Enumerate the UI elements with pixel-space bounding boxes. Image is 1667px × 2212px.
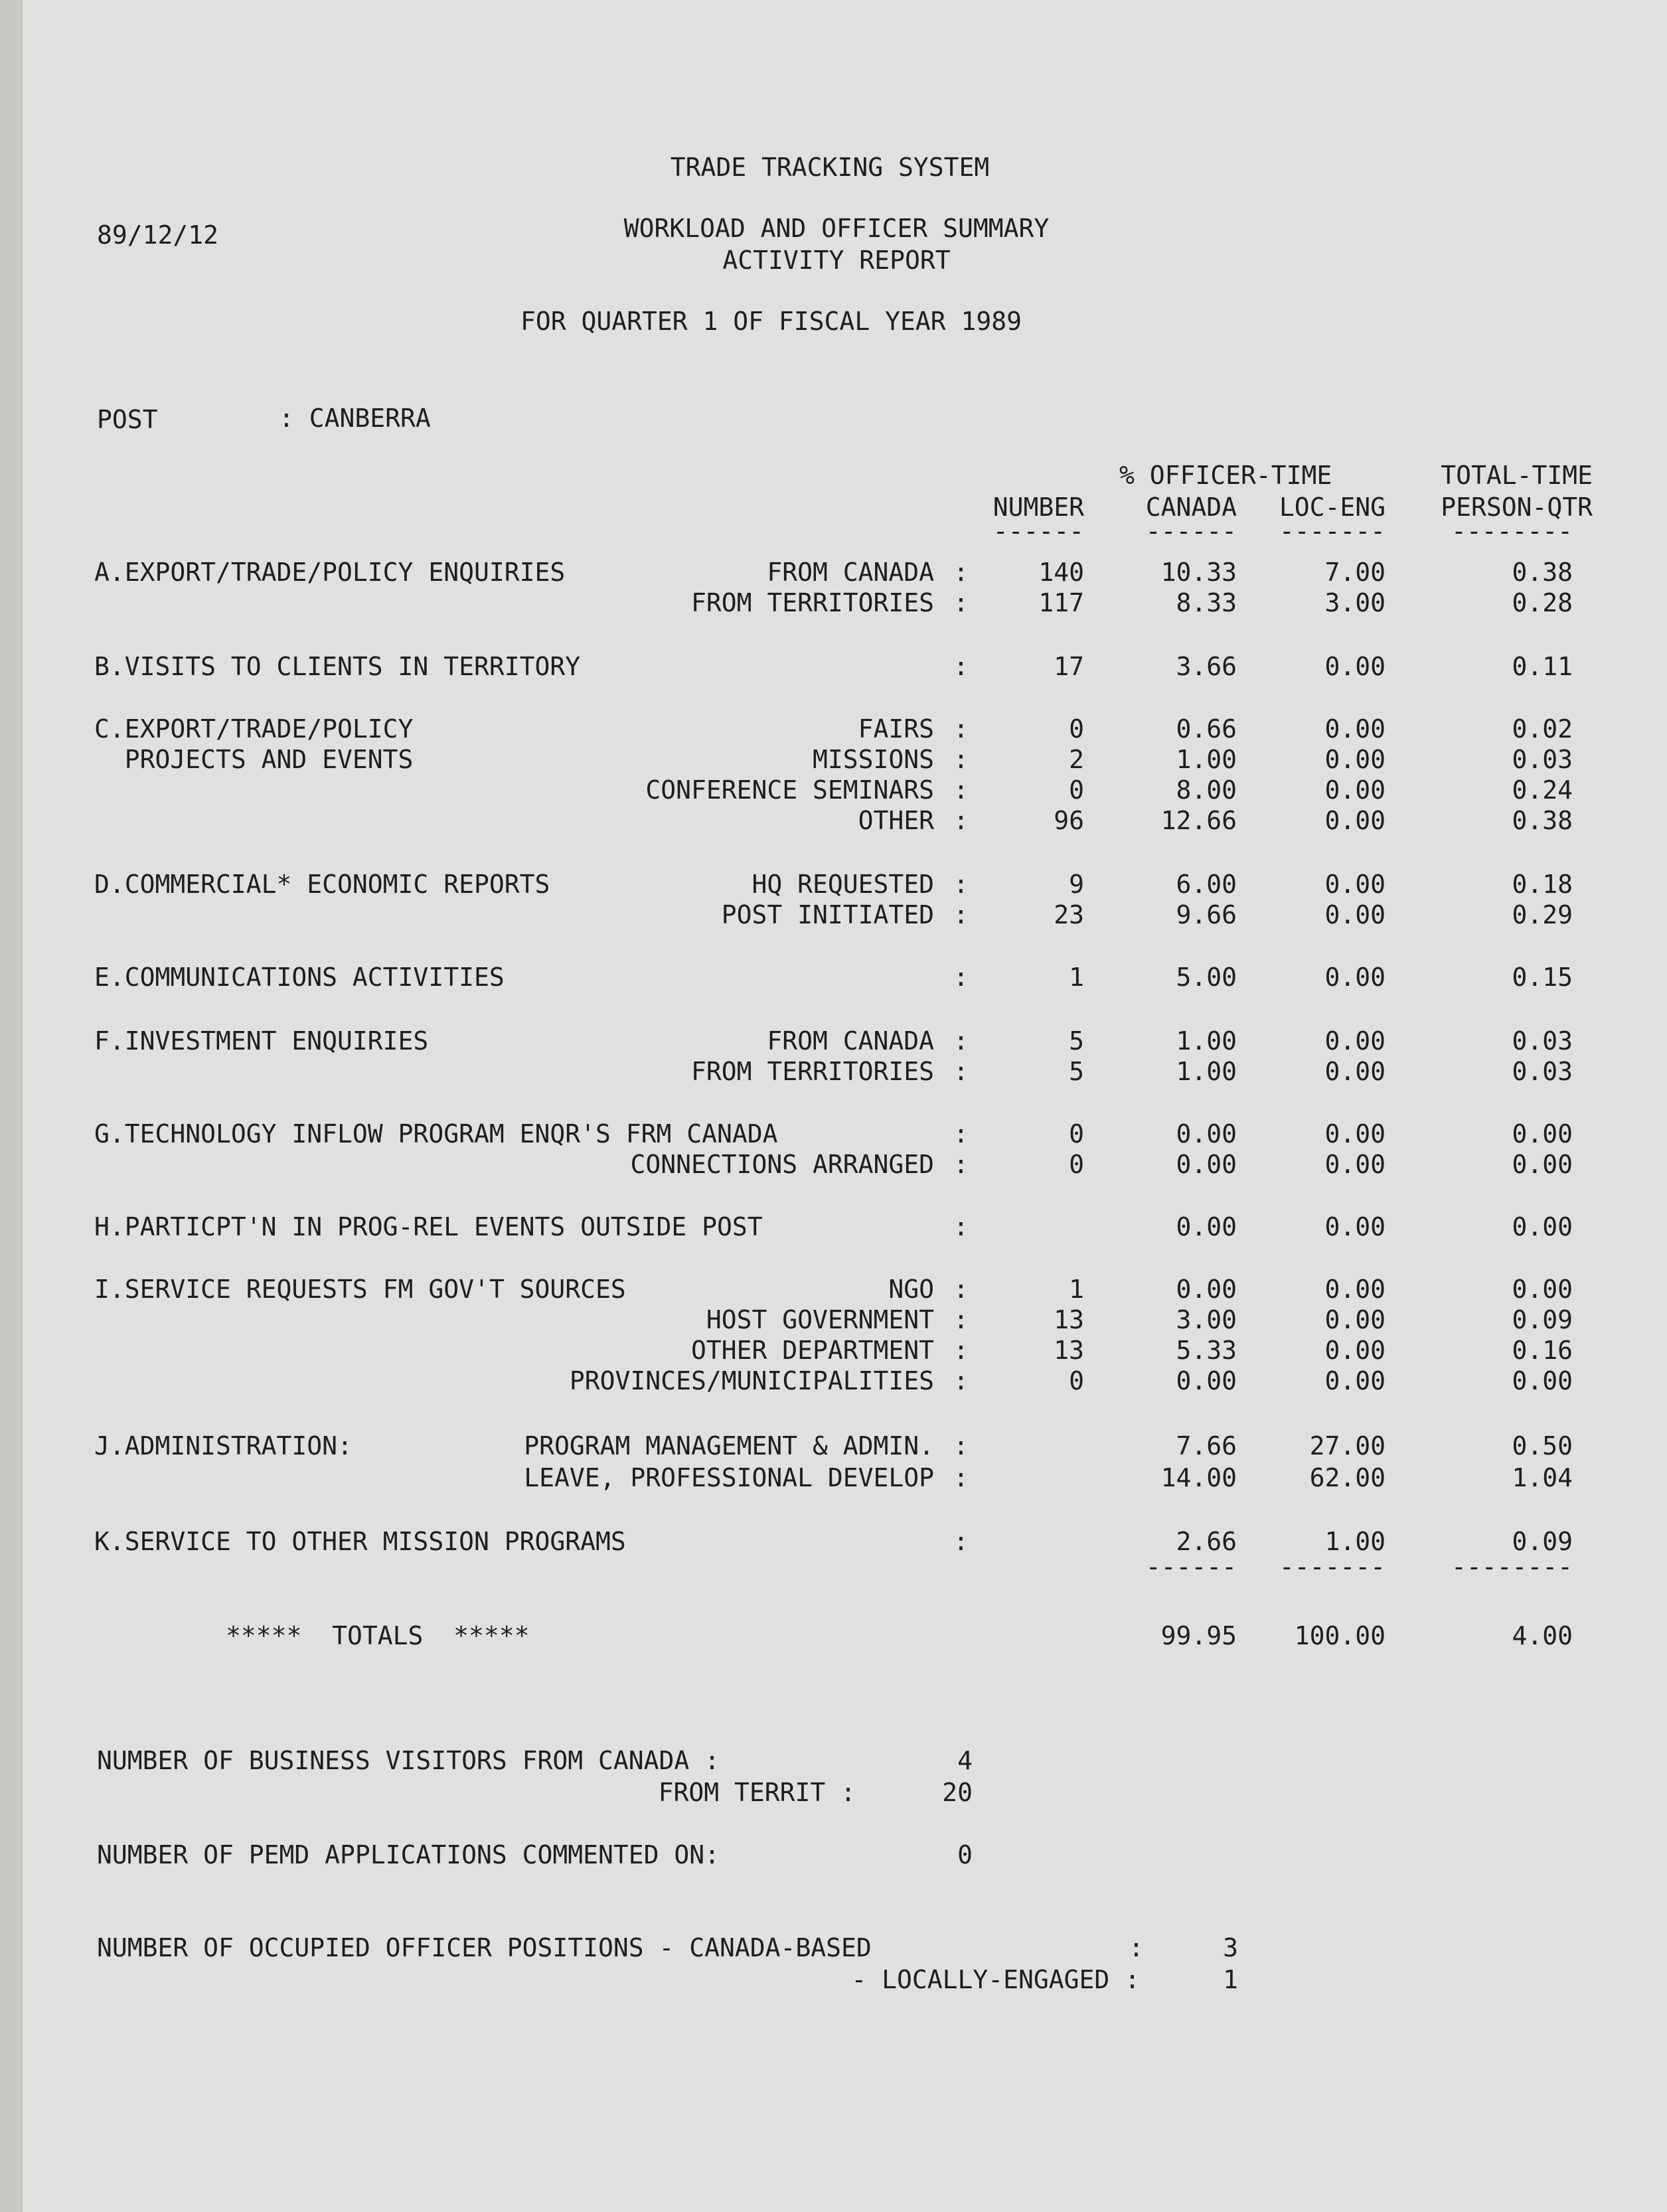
totals-canada-underline: ------ <box>1145 1552 1237 1581</box>
row-colon: : <box>953 1212 969 1241</box>
loc-eng-column-header: LOC-ENG <box>1279 493 1386 522</box>
business-visitors-territ: 20 <box>942 1778 973 1807</box>
post-label: POST <box>97 405 158 434</box>
row-colon: : <box>953 806 969 835</box>
row-loc-eng-pct: 0.00 <box>1324 1119 1386 1148</box>
row-loc-eng-pct: 62.00 <box>1309 1463 1386 1492</box>
row-loc-eng-pct: 0.00 <box>1324 1275 1386 1304</box>
row-person-qtr: 0.50 <box>1512 1431 1573 1461</box>
row-sublabel: HQ REQUESTED <box>752 870 934 899</box>
pemd-applications-value: 0 <box>957 1840 973 1869</box>
row-sublabel: MISSIONS <box>812 745 934 774</box>
row-loc-eng-pct: 0.00 <box>1324 1026 1386 1056</box>
row-person-qtr: 0.00 <box>1512 1275 1573 1304</box>
totals-person-qtr: 4.00 <box>1512 1621 1573 1650</box>
row-loc-eng-pct: 1.00 <box>1324 1527 1386 1556</box>
row-sublabel: FAIRS <box>858 714 934 744</box>
row-colon: : <box>953 745 969 774</box>
row-loc-eng-pct: 3.00 <box>1324 588 1386 617</box>
row-person-qtr: 0.24 <box>1512 775 1573 805</box>
row-person-qtr: 0.15 <box>1512 963 1573 992</box>
totals-loc-eng-underline: ------- <box>1279 1552 1386 1581</box>
row-person-qtr: 0.00 <box>1512 1119 1573 1148</box>
row-canada-pct: 2.66 <box>1176 1527 1237 1556</box>
report-date: 89/12/12 <box>97 220 219 250</box>
row-number: 0 <box>1069 775 1084 805</box>
row-canada-pct: 14.00 <box>1160 1463 1237 1492</box>
row-canada-pct: 5.33 <box>1176 1336 1237 1365</box>
row-person-qtr: 0.09 <box>1512 1305 1573 1334</box>
totals-loc-eng-pct: 100.00 <box>1294 1621 1386 1650</box>
row-canada-pct: 0.00 <box>1176 1275 1237 1304</box>
row-number: 17 <box>1054 652 1084 681</box>
officer-positions-colon: : <box>1129 1933 1144 1962</box>
row-canada-pct: 5.00 <box>1176 963 1237 992</box>
row-person-qtr: 0.02 <box>1512 714 1573 744</box>
officer-positions-local-label: - LOCALLY-ENGAGED : <box>851 1965 1140 1994</box>
row-person-qtr: 0.00 <box>1512 1150 1573 1179</box>
row-canada-pct: 0.00 <box>1176 1119 1237 1148</box>
row-loc-eng-pct: 7.00 <box>1324 558 1386 587</box>
officer-positions-canada: 3 <box>1223 1933 1238 1962</box>
row-loc-eng-pct: 0.00 <box>1324 870 1386 899</box>
row-loc-eng-pct: 0.00 <box>1324 900 1386 929</box>
row-sublabel: LEAVE, PROFESSIONAL DEVELOP <box>524 1463 934 1492</box>
row-label: A.EXPORT/TRADE/POLICY ENQUIRIES <box>94 558 566 587</box>
row-person-qtr: 0.11 <box>1512 652 1573 681</box>
row-canada-pct: 9.66 <box>1176 900 1237 929</box>
row-canada-pct: 8.00 <box>1176 775 1237 805</box>
row-person-qtr: 0.29 <box>1512 900 1573 929</box>
person-qtr-underline: -------- <box>1451 516 1573 546</box>
row-canada-pct: 0.00 <box>1176 1150 1237 1179</box>
row-colon: : <box>953 1026 969 1056</box>
row-sublabel: PROVINCES/MUNICIPALITIES <box>569 1366 934 1395</box>
report-title-line-1: WORKLOAD AND OFFICER SUMMARY <box>623 214 1050 243</box>
row-person-qtr: 0.03 <box>1512 745 1573 774</box>
row-colon: : <box>953 775 969 805</box>
row-colon: : <box>953 1119 969 1148</box>
row-number: 96 <box>1054 806 1084 835</box>
officer-positions-local: 1 <box>1223 1965 1238 1994</box>
row-canada-pct: 1.00 <box>1176 1026 1237 1056</box>
page-edge-shadow <box>0 0 23 2212</box>
row-colon: : <box>953 1336 969 1365</box>
row-loc-eng-pct: 0.00 <box>1324 775 1386 805</box>
row-colon: : <box>953 1057 969 1086</box>
row-loc-eng-pct: 0.00 <box>1324 1057 1386 1086</box>
row-sublabel: HOST GOVERNMENT <box>706 1305 934 1334</box>
row-label: H.PARTICPT'N IN PROG-REL EVENTS OUTSIDE POST <box>94 1212 763 1241</box>
row-number: 0 <box>1069 1119 1084 1148</box>
post-value: : CANBERRA <box>279 404 431 433</box>
row-number: 0 <box>1069 714 1084 744</box>
row-number: 117 <box>1038 588 1084 617</box>
business-visitors-territ-label: FROM TERRIT : <box>658 1778 856 1807</box>
row-colon: : <box>953 714 969 744</box>
row-number: 1 <box>1069 1275 1084 1304</box>
row-loc-eng-pct: 0.00 <box>1324 652 1386 681</box>
row-colon: : <box>953 1150 969 1179</box>
row-sublabel: OTHER DEPARTMENT <box>690 1336 934 1365</box>
row-number: 13 <box>1054 1336 1084 1365</box>
row-person-qtr: 0.16 <box>1512 1336 1573 1365</box>
number-column-header: NUMBER <box>992 493 1084 522</box>
pct-officer-time-header: % OFFICER-TIME <box>1119 461 1332 490</box>
row-number: 5 <box>1069 1026 1084 1056</box>
row-canada-pct: 7.66 <box>1176 1431 1237 1461</box>
row-person-qtr: 0.03 <box>1512 1026 1573 1056</box>
row-loc-eng-pct: 0.00 <box>1324 1212 1386 1241</box>
row-colon: : <box>953 652 969 681</box>
person-qtr-column-header: PERSON-QTR <box>1441 493 1593 522</box>
row-colon: : <box>953 900 969 929</box>
row-number: 9 <box>1069 870 1084 899</box>
report-title-line-2: ACTIVITY REPORT <box>722 246 951 275</box>
row-number: 1 <box>1069 963 1084 992</box>
row-label: B.VISITS TO CLIENTS IN TERRITORY <box>94 652 581 681</box>
row-number: 140 <box>1038 558 1084 587</box>
row-number: 0 <box>1069 1150 1084 1179</box>
row-loc-eng-pct: 0.00 <box>1324 745 1386 774</box>
row-loc-eng-pct: 0.00 <box>1324 963 1386 992</box>
row-sublabel: FROM TERRITORIES <box>690 1057 934 1086</box>
row-loc-eng-pct: 0.00 <box>1324 714 1386 744</box>
row-person-qtr: 0.00 <box>1512 1212 1573 1241</box>
row-colon: : <box>953 1275 969 1304</box>
row-number: 23 <box>1054 900 1084 929</box>
row-canada-pct: 0.66 <box>1176 714 1237 744</box>
canada-column-header: CANADA <box>1145 493 1237 522</box>
total-time-header: TOTAL-TIME <box>1441 461 1593 490</box>
row-sublabel: POST INITIATED <box>721 900 934 929</box>
row-number: 5 <box>1069 1057 1084 1086</box>
row-canada-pct: 1.00 <box>1176 1057 1237 1086</box>
row-colon: : <box>953 1431 969 1461</box>
row-loc-eng-pct: 0.00 <box>1324 1305 1386 1334</box>
business-visitors-canada: 4 <box>957 1746 973 1775</box>
pemd-applications-label: NUMBER OF PEMD APPLICATIONS COMMENTED ON: <box>97 1840 720 1869</box>
row-label: F.INVESTMENT ENQUIRIES <box>94 1026 429 1056</box>
row-label: G.TECHNOLOGY INFLOW PROGRAM ENQR'S FRM CANADA <box>94 1119 778 1148</box>
row-loc-eng-pct: 0.00 <box>1324 806 1386 835</box>
row-loc-eng-pct: 27.00 <box>1309 1431 1386 1461</box>
row-loc-eng-pct: 0.00 <box>1324 1336 1386 1365</box>
row-canada-pct: 3.66 <box>1176 652 1237 681</box>
row-colon: : <box>953 1305 969 1334</box>
totals-label: ***** TOTALS ***** <box>226 1621 530 1650</box>
row-colon: : <box>953 1527 969 1556</box>
row-colon: : <box>953 870 969 899</box>
row-person-qtr: 0.09 <box>1512 1527 1573 1556</box>
row-canada-pct: 1.00 <box>1176 745 1237 774</box>
row-canada-pct: 8.33 <box>1176 588 1237 617</box>
row-colon: : <box>953 558 969 587</box>
business-visitors-label: NUMBER OF BUSINESS VISITORS FROM CANADA : <box>97 1746 720 1775</box>
row-canada-pct: 10.33 <box>1160 558 1237 587</box>
row-colon: : <box>953 1463 969 1492</box>
totals-person-qtr-underline: -------- <box>1451 1552 1573 1581</box>
row-sublabel: CONNECTIONS ARRANGED <box>630 1150 934 1179</box>
row-sublabel: FROM CANADA <box>767 558 934 587</box>
row-number: 13 <box>1054 1305 1084 1334</box>
row-person-qtr: 0.28 <box>1512 588 1573 617</box>
row-sublabel: PROGRAM MANAGEMENT & ADMIN. <box>524 1431 934 1461</box>
row-colon: : <box>953 1366 969 1395</box>
row-loc-eng-pct: 0.00 <box>1324 1150 1386 1179</box>
row-person-qtr: 0.03 <box>1512 1057 1573 1086</box>
row-person-qtr: 0.38 <box>1512 806 1573 835</box>
number-underline: ------ <box>992 516 1084 546</box>
row-label: C.EXPORT/TRADE/POLICY <box>94 714 414 744</box>
row-sublabel: NGO <box>888 1275 934 1304</box>
row-label: K.SERVICE TO OTHER MISSION PROGRAMS <box>94 1527 626 1556</box>
row-person-qtr: 1.04 <box>1512 1463 1573 1492</box>
report-period: FOR QUARTER 1 OF FISCAL YEAR 1989 <box>520 307 1022 336</box>
row-number: 0 <box>1069 1366 1084 1395</box>
row-canada-pct: 12.66 <box>1160 806 1237 835</box>
row-sublabel: OTHER <box>858 806 934 835</box>
row-person-qtr: 0.38 <box>1512 558 1573 587</box>
row-canada-pct: 0.00 <box>1176 1212 1237 1241</box>
row-label: D.COMMERCIAL* ECONOMIC REPORTS <box>94 870 550 899</box>
row-sublabel: FROM CANADA <box>767 1026 934 1056</box>
row-label: PROJECTS AND EVENTS <box>94 745 414 774</box>
row-person-qtr: 0.00 <box>1512 1366 1573 1395</box>
canada-underline: ------ <box>1145 516 1237 546</box>
row-label: J.ADMINISTRATION: <box>94 1431 353 1461</box>
row-canada-pct: 0.00 <box>1176 1366 1237 1395</box>
row-loc-eng-pct: 0.00 <box>1324 1366 1386 1395</box>
row-number: 2 <box>1069 745 1084 774</box>
row-canada-pct: 3.00 <box>1176 1305 1237 1334</box>
row-sublabel: CONFERENCE SEMINARS <box>645 775 934 805</box>
row-canada-pct: 6.00 <box>1176 870 1237 899</box>
row-colon: : <box>953 963 969 992</box>
row-colon: : <box>953 588 969 617</box>
row-label: E.COMMUNICATIONS ACTIVITIES <box>94 963 505 992</box>
row-label: I.SERVICE REQUESTS FM GOV'T SOURCES <box>94 1275 626 1304</box>
row-person-qtr: 0.18 <box>1512 870 1573 899</box>
loc-eng-underline: ------- <box>1279 516 1386 546</box>
officer-positions-label: NUMBER OF OCCUPIED OFFICER POSITIONS - CANADA-BASED <box>97 1933 872 1962</box>
row-sublabel: FROM TERRITORIES <box>690 588 934 617</box>
totals-canada-pct: 99.95 <box>1160 1621 1237 1650</box>
system-title: TRADE TRACKING SYSTEM <box>670 153 990 182</box>
